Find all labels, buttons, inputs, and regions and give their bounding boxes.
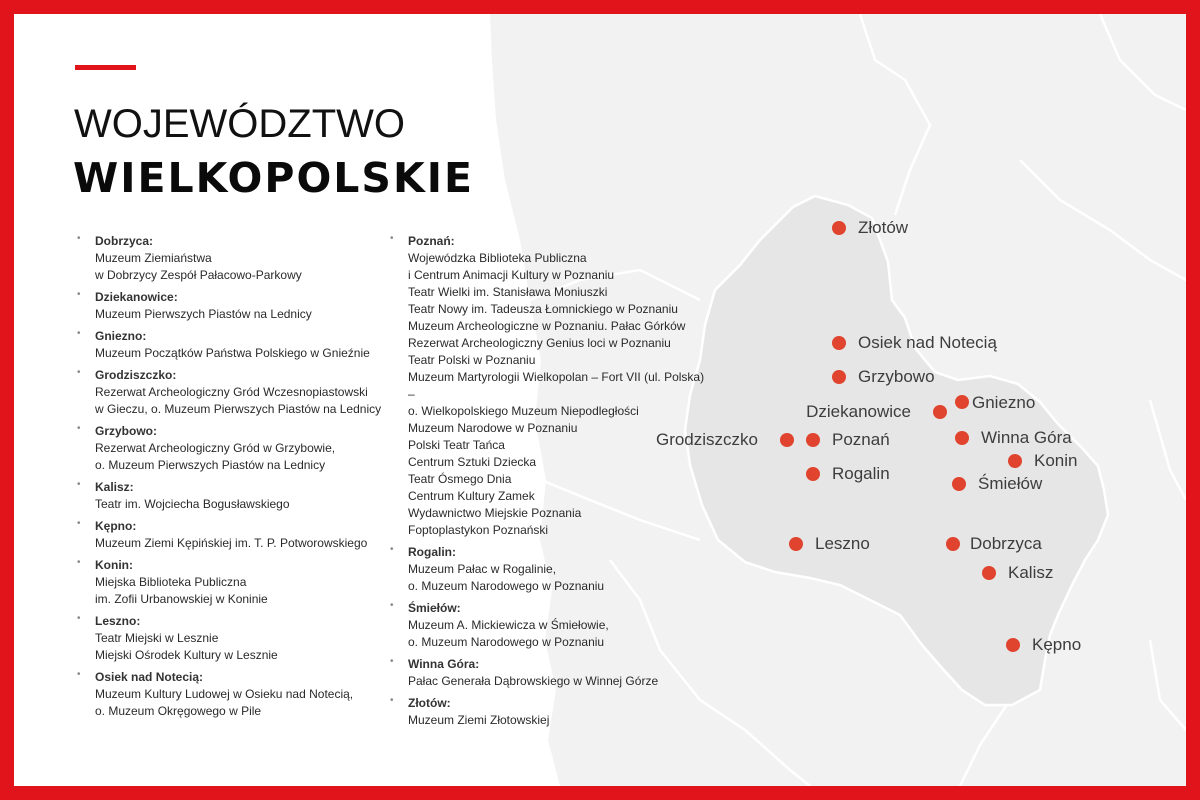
venue-list-item	[77, 518, 387, 552]
bullet-icon: •	[77, 613, 81, 624]
marker-dot	[982, 566, 996, 580]
venue-list-item	[390, 233, 710, 539]
venue-name: w Dobrzycy Zespół Pałacowo-Parkowy	[95, 268, 302, 282]
venue-list-item	[77, 557, 387, 608]
city-name: Konin:	[95, 558, 133, 572]
marker-label: Śmiełów	[978, 474, 1043, 493]
marker-dot	[832, 221, 846, 235]
venue-name: Wydawnictwo Miejskie Poznania	[408, 506, 582, 520]
venue-name: Teatr Ósmego Dnia	[408, 472, 512, 486]
bullet-icon: •	[390, 544, 394, 555]
venue-name: Teatr Miejski w Lesznie	[95, 631, 219, 645]
marker-dot	[955, 431, 969, 445]
marker-dot	[806, 433, 820, 447]
marker-dot	[806, 467, 820, 481]
venue-list-left	[77, 233, 387, 725]
venue-name: Foptoplastykon Poznański	[408, 523, 549, 537]
venue-name: i Centrum Animacji Kultury w Poznaniu	[408, 268, 615, 282]
venue-list-item	[77, 423, 387, 474]
venue-name: Muzeum Pałac w Rogalinie,	[408, 562, 557, 576]
venue-name: Centrum Kultury Zamek	[408, 489, 535, 503]
marker-dot	[832, 336, 846, 350]
venue-name: Teatr Nowy im. Tadeusza Łomnickiego w Poznaniu	[408, 302, 678, 316]
venue-name: Miejska Biblioteka Publiczna	[95, 575, 247, 589]
marker-dot	[952, 477, 966, 491]
venue-name: Muzeum Ziemi Złotowskiej	[408, 713, 550, 727]
venue-name: o. Muzeum Narodowego w Poznaniu	[408, 579, 605, 593]
marker-dot	[946, 537, 960, 551]
bullet-icon: •	[390, 233, 394, 244]
city-name: Rogalin:	[408, 545, 456, 559]
marker-dot	[933, 405, 947, 419]
city-name: Dobrzyca:	[95, 234, 154, 248]
venue-list-item	[77, 669, 387, 720]
bullet-icon: •	[390, 600, 394, 611]
bullet-icon: •	[77, 328, 81, 339]
marker-label: Kępno	[1032, 635, 1082, 654]
venue-name: Wojewódzka Biblioteka Publiczna	[408, 251, 587, 265]
marker-label: Winna Góra	[981, 428, 1072, 447]
venue-name: Muzeum Pierwszych Piastów na Lednicy	[95, 307, 312, 321]
marker-label: Dziekanowice	[806, 402, 911, 421]
bullet-icon: •	[77, 518, 81, 529]
marker-dot	[955, 395, 969, 409]
bullet-icon: •	[77, 669, 81, 680]
venue-name: Teatr im. Wojciecha Bogusławskiego	[95, 497, 290, 511]
venue-list-item	[77, 613, 387, 664]
marker-dot	[780, 433, 794, 447]
bullet-icon: •	[77, 557, 81, 568]
venue-list-item	[77, 289, 387, 323]
venue-name: Muzeum Martyrologii Wielkopolan – Fort VII (ul. Polska) –	[408, 370, 705, 401]
bullet-icon: •	[77, 367, 81, 378]
venue-name: Rezerwat Archeologiczny Gród w Grzybowie,	[95, 441, 336, 455]
venue-name: o. Wielkopolskiego Muzeum Niepodległości	[408, 404, 639, 418]
venue-list-item	[77, 479, 387, 513]
city-name: Grodziszczko:	[95, 368, 177, 382]
city-name: Dziekanowice:	[95, 290, 178, 304]
bullet-icon: •	[77, 423, 81, 434]
marker-label: Konin	[1034, 451, 1078, 470]
bullet-icon: •	[390, 656, 394, 667]
venue-name: Centrum Sztuki Dziecka	[408, 455, 537, 469]
venue-name: im. Zofii Urbanowskiej w Koninie	[95, 592, 268, 606]
marker-label: Gniezno	[972, 393, 1036, 412]
city-name: Osiek nad Notecią:	[95, 670, 204, 684]
city-name: Winna Góra:	[408, 657, 480, 671]
marker-dot	[1008, 454, 1022, 468]
marker-label: Kalisz	[1008, 563, 1054, 582]
venue-name: Muzeum Kultury Ludowej w Osieku nad Notecią,	[95, 687, 354, 701]
city-name: Grzybowo:	[95, 424, 157, 438]
venue-name: Rezerwat Archeologiczny Genius loci w Poznaniu	[408, 336, 671, 350]
venue-name: Rezerwat Archeologiczny Gród Wczesnopiastowski	[95, 385, 368, 399]
venue-name: Muzeum Archeologiczne w Poznaniu. Pałac Górków	[408, 319, 686, 333]
venue-name: Teatr Polski w Poznaniu	[408, 353, 536, 367]
venue-name: o. Muzeum Okręgowego w Pile	[95, 704, 262, 718]
marker-label: Dobrzyca	[970, 534, 1042, 553]
venue-name: Muzeum Ziemiaństwa	[95, 251, 212, 265]
accent-line	[75, 65, 136, 70]
marker-label: Leszno	[815, 534, 870, 553]
bullet-icon: •	[390, 695, 394, 706]
city-name: Gniezno:	[95, 329, 147, 343]
bullet-icon: •	[77, 289, 81, 300]
venue-name: o. Muzeum Narodowego w Poznaniu	[408, 635, 605, 649]
city-name: Poznań:	[408, 234, 455, 248]
venue-name: Miejski Ośrodek Kultury w Lesznie	[95, 648, 278, 662]
marker-dot	[789, 537, 803, 551]
venue-name: Pałac Generała Dąbrowskiego w Winnej Górze	[408, 674, 659, 688]
city-name: Śmiełów:	[408, 601, 461, 615]
marker-dot	[1006, 638, 1020, 652]
venue-list-item	[390, 544, 710, 595]
marker-label: Rogalin	[832, 464, 890, 483]
venue-name: w Gieczu, o. Muzeum Pierwszych Piastów na Lednicy	[95, 402, 382, 416]
venue-list-item	[77, 328, 387, 362]
marker-label: Grzybowo	[858, 367, 935, 386]
marker-dot	[832, 370, 846, 384]
page-title-line1: WOJEWÓDZTWO	[74, 102, 406, 146]
venue-name: Polski Teatr Tańca	[408, 438, 505, 452]
venue-name: o. Muzeum Pierwszych Piastów na Lednicy	[95, 458, 326, 472]
venue-list-item	[390, 695, 710, 729]
marker-label: Grodziszczko	[655, 430, 758, 449]
venue-list-item	[390, 656, 710, 690]
bullet-icon: •	[77, 233, 81, 244]
marker-label: Osiek nad Notecią	[858, 333, 997, 352]
city-name: Kalisz:	[95, 480, 134, 494]
marker-label: Poznań	[832, 430, 890, 449]
venue-name: Muzeum Początków Państwa Polskiego w Gnieźnie	[95, 346, 370, 360]
venue-name: Teatr Wielki im. Stanisława Moniuszki	[408, 285, 608, 299]
city-name: Kępno:	[95, 519, 137, 533]
city-name: Leszno:	[95, 614, 141, 628]
venue-list-right	[390, 233, 710, 734]
page-title-line2: WIELKOPOLSKIE	[73, 154, 474, 202]
bullet-icon: •	[77, 479, 81, 490]
venue-name: Muzeum Ziemi Kępińskiej im. T. P. Potworowskiego	[95, 536, 368, 550]
venue-name: Muzeum Narodowe w Poznaniu	[408, 421, 578, 435]
city-name: Złotów:	[408, 696, 451, 710]
venue-name: Muzeum A. Mickiewicza w Śmiełowie,	[408, 618, 609, 632]
venue-list-item	[77, 367, 387, 418]
marker-label: Złotów	[858, 218, 909, 237]
venue-list-item	[390, 600, 710, 651]
venue-list-item	[77, 233, 387, 284]
